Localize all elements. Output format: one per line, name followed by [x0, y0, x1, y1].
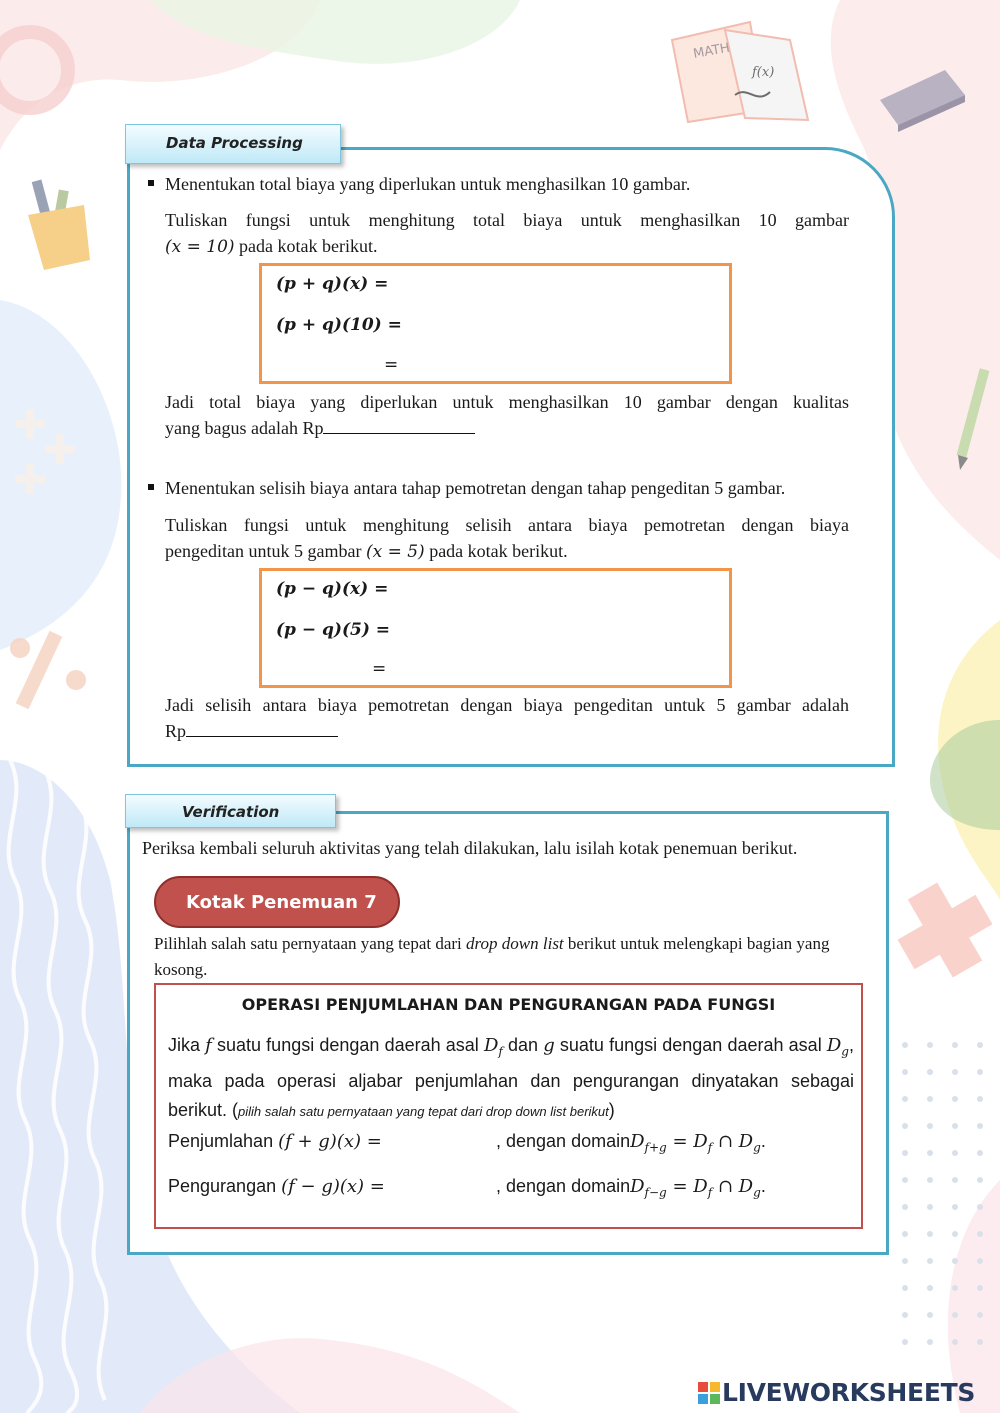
discovery-box: [154, 983, 863, 1229]
sum-domain: , dengan domainD$_{f+g}$ = $D_f$ ∩ $D_g$.: [496, 1131, 766, 1155]
bullet-2-conclusion-line2: Rp: [165, 718, 849, 744]
bullet-2-instruction-line1: Tuliskan fungsi untuk menghitung selisih antara biaya pemotretan dengan biaya: [165, 515, 849, 535]
bullet-2-instruction-line2: pengeditan untuk 5 gambar (x = 5) pada kotak berikut.: [165, 541, 568, 562]
bullet-2-heading: Menentukan selisih biaya antara tahap pemotretan dengan tahap pengeditan 5 gambar.: [165, 478, 786, 498]
bullet-2-conclusion-line1: Jadi selisih antara biaya pemotretan dengan biaya pengeditan untuk 5 gambar adalah: [165, 695, 849, 715]
verification-tab: Verification: [125, 794, 336, 828]
formula-box-sum[interactable]: [259, 263, 732, 384]
percent-decoration: [10, 631, 86, 709]
diff-formula-line3: =: [372, 659, 387, 679]
dropdown-hint: pilih salah satu pernyataan yang tepat dari drop down list berikut: [238, 1103, 609, 1119]
bullet-1-conclusion-line1: Jadi total biaya yang diperlukan untuk menghasilkan 10 gambar dengan kualitas: [165, 392, 849, 412]
bullet-1-conclusion-line2: yang bagus adalah Rp: [165, 415, 849, 441]
data-processing-tab: Data Processing: [125, 124, 341, 164]
sum-formula-line1: (p + q)(x) =: [276, 274, 389, 294]
logo-text: LIVEWORKSHEETS: [722, 1378, 976, 1407]
formula-box-difference[interactable]: [259, 568, 732, 688]
liveworksheets-logo[interactable]: [698, 1378, 975, 1408]
dropdown-instruction: Pilihlah salah satu pernyataan yang tepat dari drop down list berikut untuk melengkapi bagian yang kosong.: [154, 934, 830, 979]
plus-decoration-right: [898, 883, 993, 978]
bullet-1-x-value: (x = 10): [165, 237, 235, 257]
sum-formula-line2: (p + q)(10) =: [276, 315, 402, 335]
discovery-box-title: OPERASI PENJUMLAHAN DAN PENGURANGAN PADA FUNGSI: [241, 995, 776, 1014]
math-book-decoration: [672, 22, 808, 122]
answer-blank-total[interactable]: [323, 416, 475, 434]
sum-dropdown[interactable]: [388, 1131, 488, 1159]
answer-blank-difference[interactable]: [186, 719, 338, 737]
bullet-2-marker: [148, 484, 154, 490]
pencil-cup-decoration: [28, 180, 90, 270]
bullet-1-instruction-line1: Tuliskan fungsi untuk menghitung total biaya untuk menghasilkan 10 gambar: [165, 210, 849, 230]
verification-intro: Periksa kembali seluruh aktivitas yang telah dilakukan, lalu isilah kotak penemuan berikut.: [142, 838, 798, 858]
logo-blocks-icon: [698, 1382, 720, 1404]
math-book-label: MATH: [692, 40, 731, 62]
bullet-2-x-value: (x = 5): [365, 542, 425, 562]
difference-domain: , dengan domainD$_{f-g}$ = $D_f$ ∩ $D_g$.: [496, 1176, 766, 1200]
sum-operation-row: Penjumlahan (f + g)(x) =: [168, 1131, 382, 1152]
diff-formula-line1: (p − q)(x) =: [276, 579, 389, 599]
bullet-1-instruction-line2: [165, 233, 849, 260]
discovery-box-body: Jika f suatu fungsi dengan daerah asal $D_f$ dan g suatu fungsi dengan daerah asal $D_g$, maka pada operasi aljabar penjumlahan dan pengurangan dinyatakan sebagai berikut. (pilih salah satu pernyataan yang tepat dari drop down list berikut): [168, 1035, 854, 1120]
kotak-penemuan-label: Kotak Penemuan 7: [154, 876, 400, 928]
fx-label: f(x): [752, 65, 775, 80]
difference-dropdown[interactable]: [392, 1176, 492, 1204]
difference-operation-row: Pengurangan (f − g)(x) =: [168, 1176, 385, 1197]
diff-formula-line2: (p − q)(5) =: [276, 620, 391, 640]
bullet-1-instruction-rest: pada kotak berikut.: [234, 236, 378, 256]
bullet-1-heading: Menentukan total biaya yang diperlukan untuk menghasilkan 10 gambar.: [165, 174, 691, 194]
sum-formula-line3: =: [384, 355, 399, 375]
bullet-1-marker: [148, 180, 154, 186]
